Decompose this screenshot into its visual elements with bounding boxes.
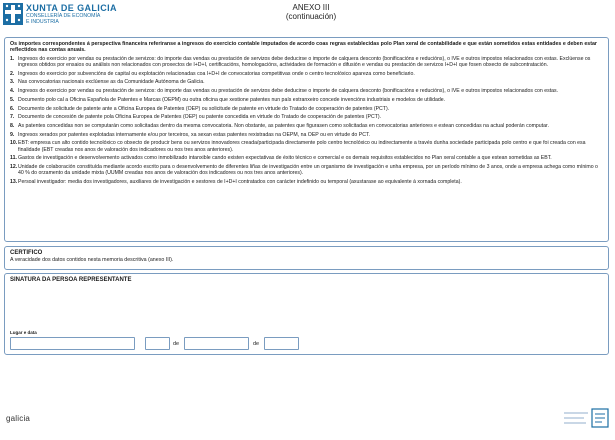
note-number: 1.	[10, 55, 15, 62]
note-item	[10, 155, 603, 161]
place-date-label: Lugar e data	[10, 330, 37, 335]
note-number: 7.	[10, 114, 15, 121]
note-number: 10.	[10, 140, 18, 147]
note-text: Documento polo cal a Oficina Española de Patentes e Marcas (OEPM) ou outra oficina que xestione patentes nun país estranxeiro concede invencións industriais e modelos de utilidade.	[18, 96, 446, 103]
note-item	[10, 140, 603, 153]
annex-title: ANEXO III	[292, 3, 330, 12]
galicia-logo-text: galicia	[6, 414, 31, 423]
note-number: 4.	[10, 88, 15, 95]
note-item	[10, 114, 603, 120]
note-item	[10, 123, 603, 129]
note-item	[10, 179, 603, 185]
note-text: Ingresos do exercicio por vendas ou prestación de servizos: do importe das vendas ou prestación de servizos debe deducirse o importe de calquera desconto (bonificacións e reducións), o IVE e outros impostos relacionados con estas.	[18, 88, 559, 95]
note-item	[10, 106, 603, 112]
xunta-cross-logo-icon	[3, 3, 23, 25]
annex-heading	[276, 3, 346, 21]
quality-seal-icon	[562, 406, 610, 430]
place-field[interactable]	[10, 337, 135, 350]
note-number: 5.	[10, 96, 15, 103]
brand-title: XUNTA DE GALICIA	[26, 3, 117, 13]
brand-subtitle-1: CONSELLERÍA DE ECONOMÍA	[26, 13, 101, 19]
brand-subtitle-2: E INDUSTRIA	[26, 19, 59, 25]
note-item	[10, 79, 603, 85]
note-text: Gastos de investigación e desenvolvemento activados como inmobilizado intanxible cando existen expectativas de éxito técnico e comercial e os demais requisitos establecidos no Plan xeral contable a que estean sometidas as EBT.	[18, 155, 552, 162]
header	[0, 0, 615, 36]
brand	[26, 3, 117, 25]
year-field[interactable]	[264, 337, 299, 350]
galicia-footer-logo	[6, 414, 30, 423]
note-number: 9.	[10, 131, 15, 138]
note-item	[10, 164, 603, 177]
note-number: 3.	[10, 79, 15, 86]
note-text: Unidade de colaboración constituída mediante acordo escrito para o desenvolvemento de diferentes liñas de investigación entre un organismo de investigación e unha empresa, por un período mínimo de 3 anos, onde a empresa achega como mínimo o 40 % do orzamento da unidade mixta (UUMM creadas nos anos de valoración dos indicadores ou nos tres anos anteriores).	[18, 163, 598, 177]
note-number: 6.	[10, 105, 15, 112]
note-item	[10, 132, 603, 138]
de-label-1: de	[173, 341, 180, 347]
note-text: EBT: empresa cun alto contido tecnolóxico co obxecto de producir bens ou servizos innovadores creada/participada directamente polo centro tecnolóxico ou indirectamente a través dunha sociedade participada polo centro e que foi creada con esa finalidade (EBT creadas nos anos de valoración dos indicadores ou nos tres anos anteriores).	[18, 140, 586, 153]
note-item	[10, 71, 603, 77]
note-number: 8.	[10, 122, 15, 129]
note-number: 11.	[10, 155, 17, 162]
note-text: Ingresos xerados por patentes explotadas internamente e/ou por terceiros, xa sexan estas patentes rexistradas na OEPM, na OEP ou en virtude do PCT.	[18, 131, 370, 138]
de-label-2: de	[253, 341, 260, 347]
certifico-title: CERTIFICO	[10, 250, 43, 256]
day-field[interactable]	[145, 337, 170, 350]
certifico-box	[4, 246, 609, 270]
signature-title: SINATURA DA PERSOA REPRESENTANTE	[10, 277, 132, 283]
note-text: Persoal investigador: media dos investigadores, auxiliares de investigación e xestores de I+D+I contratados con carácter indefinido ou temporal (axustarase ao equivalente á xornada completa).	[18, 178, 462, 185]
note-number: 2.	[10, 70, 15, 77]
note-item	[10, 88, 603, 94]
notes-list	[10, 56, 603, 185]
annex-subtitle: (continuación)	[285, 12, 337, 21]
month-field[interactable]	[184, 337, 249, 350]
note-text: Nas convocatorias nacionais exclúense as da Comunidade Autónoma de Galicia.	[18, 79, 205, 86]
note-text: Ingresos do exercicio por vendas ou prestación de servizos: do importe das vendas ou prestación de servizos debe deducirse o importe de calquera desconto (bonificacións e reducións), o IVE e outros impostos relacionados con estas. Exclúense os ingresos obtidos por ensaios ou análisis non relacionados con proxectos de I+D+I, certificacións, homologacións, actividades de formación e difusión e vendas ou prestación de servizos I+D+I que fosen obxecto de subcontratación.	[18, 55, 591, 69]
note-item	[10, 56, 603, 69]
notes-box	[4, 37, 609, 242]
note-item	[10, 97, 603, 103]
note-number: 13.	[10, 178, 18, 185]
notes-intro: Os importes correspondentes á perspectiva financeira referiranse a ingresos do exercicio contable imputados de acordo coas regras establecidas polo Plan xeral de contabilidade e que están sometidos estas entidades e deben estar reflectidos nas contas anuais.	[10, 41, 597, 54]
note-text: Documento de concesión de patente pola Oficina Europea de Patentes (OEP) ou patente concedida en virtude do Tratado de cooperación de patentes (PCT).	[18, 114, 382, 121]
note-text: Ingresos do exercicio por subvencións de capital ou explotación relacionadas coa I+D+I de convocatorias competitivas onde o centro tecnolóxico apareza como beneficiario.	[18, 70, 415, 77]
note-text: As patentes concedidas non se computarán como solicitadas dentro da mesma convocatoria. Non obstante, as patentes que figurasen como solicitadas en convocatorias anteriores e estean concedidas na actual poderán computar.	[18, 122, 549, 129]
certifico-text: A veracidade dos datos contidos nesta memoria descritiva (anexo III).	[10, 257, 174, 263]
note-number: 12.	[10, 163, 18, 170]
note-text: Documento de solicitude de patente ante a Oficina Europea de Patentes (OEP) ou solicitude de patente en virtude do Tratado de cooperación de patentes (PCT).	[18, 105, 390, 112]
signature-box	[4, 273, 609, 355]
